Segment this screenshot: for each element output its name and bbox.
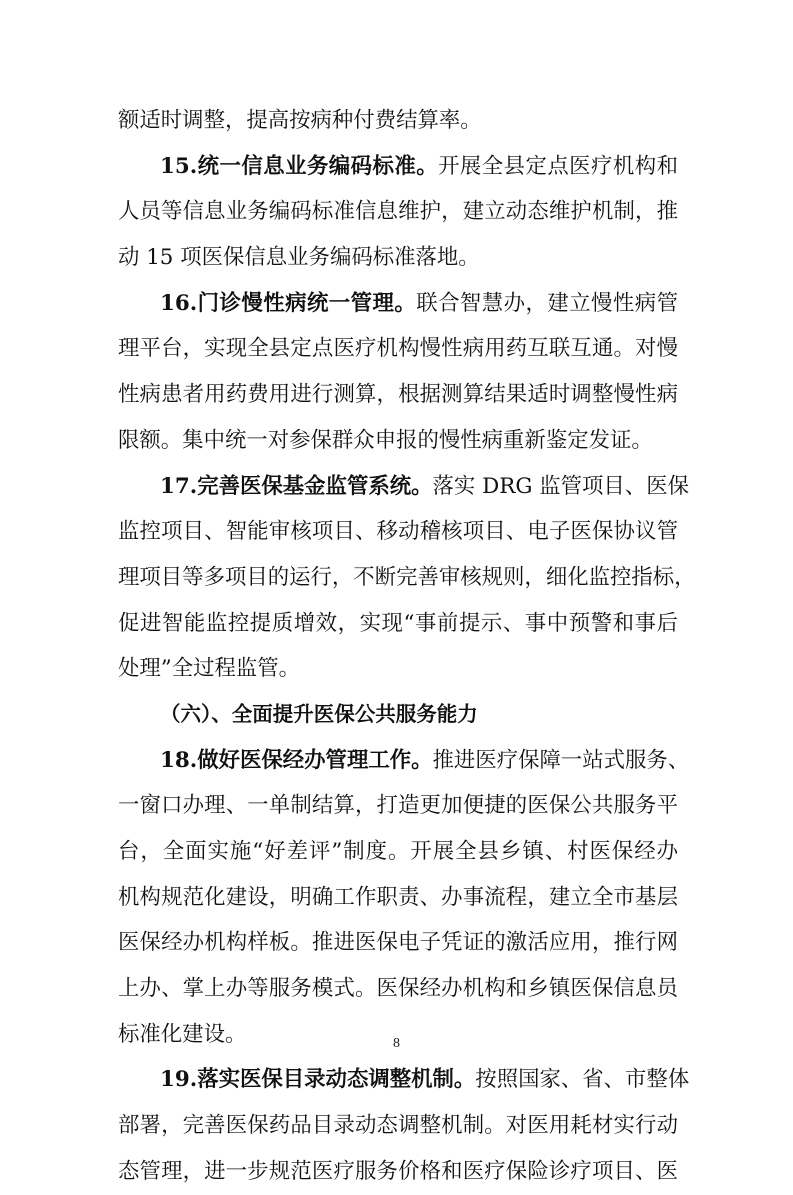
paragraph-line: 上办、掌上办等服务模式。医保经办机构和乡镇医保信息员 (118, 976, 678, 1002)
paragraph-line: 处理”全过程监管。 (118, 656, 301, 682)
paragraph-line: 促进智能监控提质增效，实现“事前提示、事中预警和事后 (118, 610, 678, 636)
item-19-title: 19.落实医保目录动态调整机制。 (160, 1067, 476, 1093)
paragraph-line: 限额。集中统一对参保群众申报的慢性病重新鉴定发证。 (118, 427, 653, 453)
paragraph-line: 部署，完善医保药品目录动态调整机制。对医用耗材实行动 (118, 1113, 678, 1139)
paragraph-line: 人员等信息业务编码标准信息维护，建立动态维护机制，推 (118, 199, 678, 225)
item-15-heading-line: 15.统一信息业务编码标准。开展全县定点医疗机构和 (160, 153, 678, 179)
paragraph-line: 标准化建设。 (118, 1021, 247, 1047)
section-heading: （六）、全面提升医保公共服务能力 (160, 701, 478, 726)
item-16-title: 16.门诊慢性病统一管理。 (160, 290, 417, 316)
paragraph-line: 台，全面实施“好差评”制度。开展全县乡镇、村医保经办 (118, 839, 678, 864)
paragraph-line: 监控项目、智能审核项目、移动稽核项目、电子医保协议管 (118, 519, 678, 545)
paragraph-line: 机构规范化建设，明确工作职责、办事流程，建立全市基层 (118, 884, 678, 910)
paragraph-line: 一窗口办理、一单制结算，打造更加便捷的医保公共服务平 (118, 793, 678, 819)
item-19-heading-line: 19.落实医保目录动态调整机制。按照国家、省、市整体 (160, 1067, 690, 1093)
item-17-title: 17.完善医保基金监管系统。 (160, 473, 433, 499)
item-16-heading-line: 16.门诊慢性病统一管理。联合智慧办，建立慢性病管 (160, 290, 678, 316)
item-17-heading-line: 17.完善医保基金监管系统。落实 DRG 监管项目、医保 (160, 473, 689, 499)
paragraph-line: 态管理，进一步规范医疗服务价格和医疗保险诊疗项目、医 (118, 1158, 678, 1184)
paragraph-line: 理平台，实现全县定点医疗机构慢性病用药互联互通。对慢 (118, 336, 678, 362)
item-15-title: 15.统一信息业务编码标准。 (160, 153, 439, 179)
paragraph-line: 动 15 项医保信息业务编码标准落地。 (118, 245, 480, 271)
paragraph-line: 理项目等多项目的运行，不断完善审核规则，细化监控指标， (118, 564, 696, 590)
item-18-title: 18.做好医保经办管理工作。 (160, 747, 433, 773)
body-text (118, 98, 696, 1195)
page-number: 8 (393, 1036, 400, 1051)
paragraph-line: 医保经办机构样板。推进医保电子凭证的激活应用，推行网 (118, 930, 678, 956)
paragraph-line: 额适时调整，提高按病种付费结算率。 (118, 108, 482, 133)
item-18-heading-line: 18.做好医保经办管理工作。推进医疗保障一站式服务、 (160, 747, 690, 773)
paragraph-line: 性病患者用药费用进行测算，根据测算结果适时调整慢性病 (118, 382, 678, 408)
